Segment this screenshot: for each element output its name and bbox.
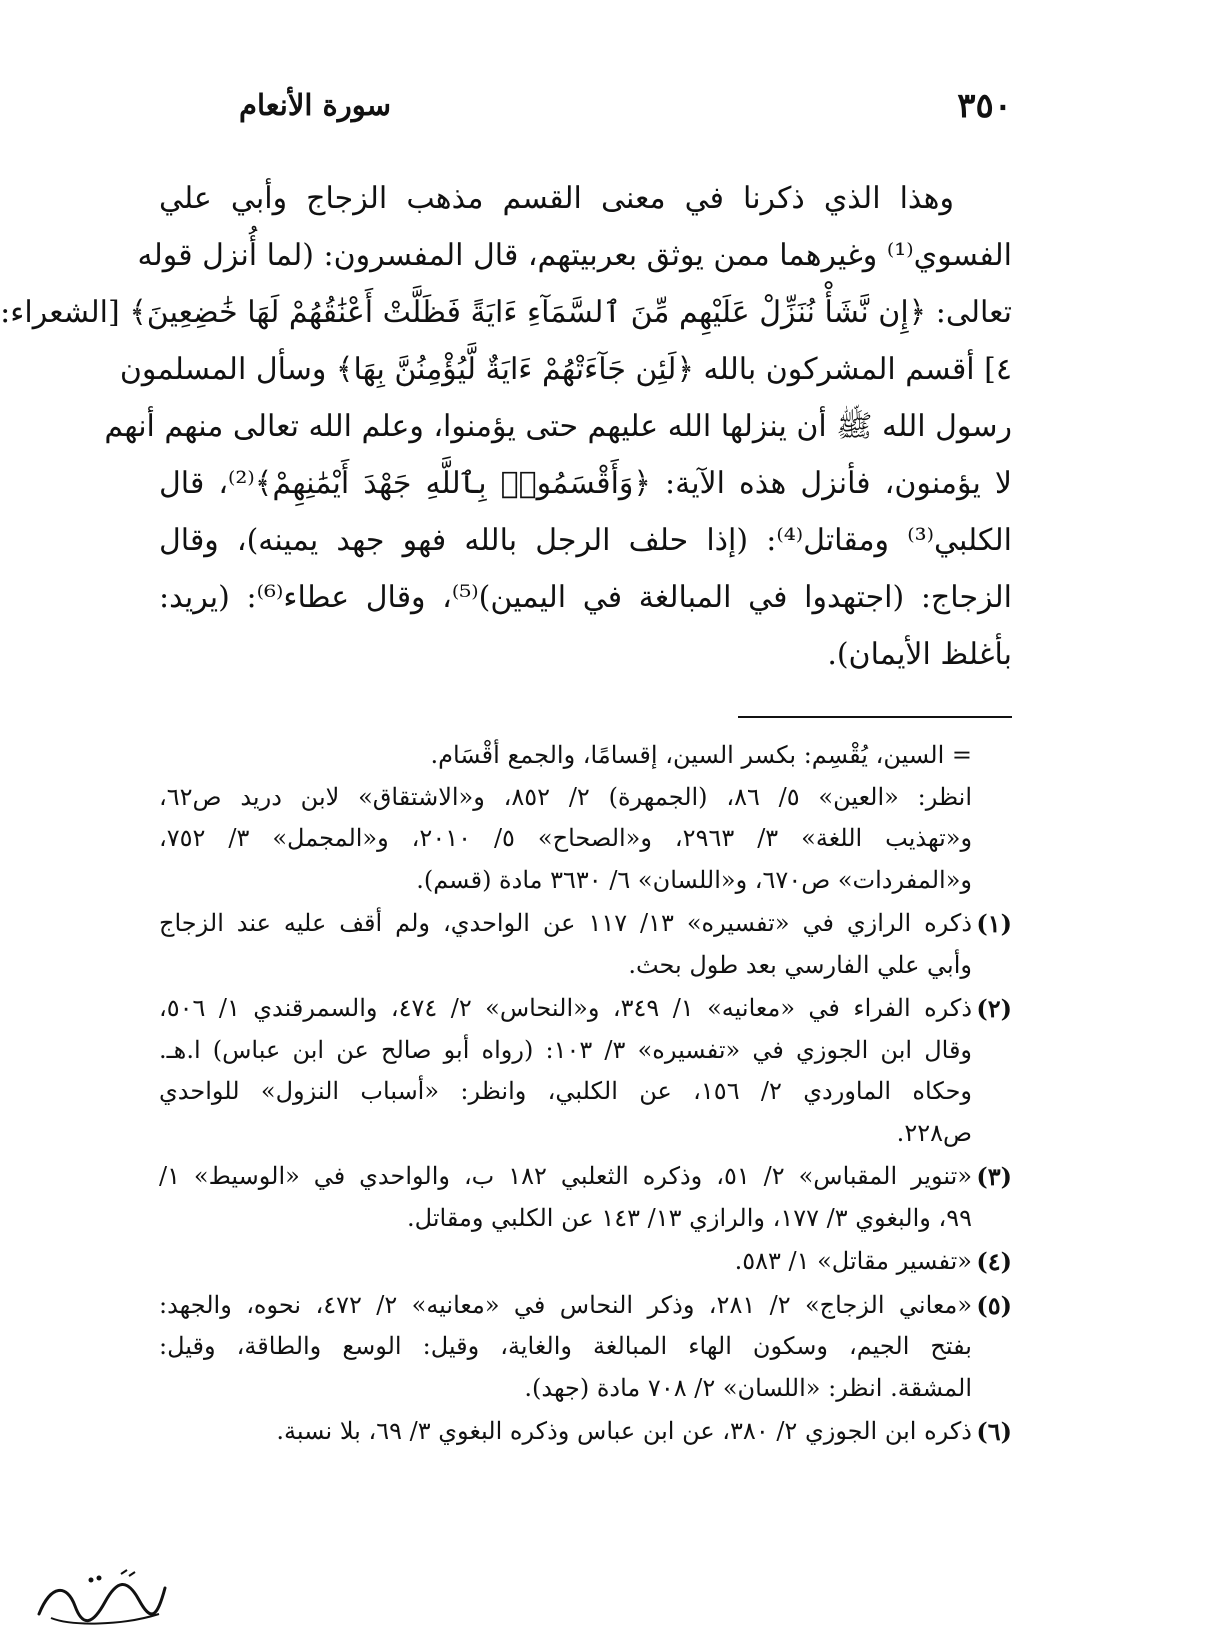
calligraphy-logo bbox=[31, 1566, 171, 1630]
footnote-line: وقال ابن الجوزي في «تفسيره» ٣/ ١٠٣: (رواه أبو صالح عن ابن عباس) ا.هـ. bbox=[159, 1035, 973, 1064]
footnote-number: (٢) bbox=[976, 994, 1012, 1023]
footnote-number: (٣) bbox=[976, 1162, 1012, 1191]
footnote-line: وحكاه الماوردي ٢/ ١٥٦، عن الكلبي، وانظر: «أسباب النزول» للواحدي bbox=[159, 1077, 972, 1105]
footnote-number: (٥) bbox=[976, 1290, 1012, 1320]
footnote-continuation bbox=[159, 735, 972, 901]
page-header bbox=[239, 82, 1012, 132]
footnote-number: (٦) bbox=[976, 1417, 1012, 1446]
text-line: الزجاج: (اجتهدوا في المبالغة في اليمين)⁽⁵⁾، وقال عطاء⁽⁶⁾: (يريد: bbox=[159, 580, 1013, 615]
text-line: تعالى: ﴿إِن نَّشَأْ نُنَزِّلْ عَلَيْهِم مِّنَ ٱلسَّمَآءِ ءَايَةً فَظَلَّتْ أَعْنَٰقُهُمْ لَهَا خَٰضِعِينَ﴾ [الشعراء: bbox=[0, 295, 1012, 330]
footnote-line: ٩٩، والبغوي ٣/ ١٧٧، والرازي ١٣/ ١٤٣ عن الكلبي ومقاتل. bbox=[407, 1203, 972, 1232]
footnote-2 bbox=[159, 988, 1012, 1154]
text-line: وهذا الذي ذكرنا في معنى القسم مذهب الزجاج وأبي علي bbox=[159, 181, 954, 216]
footnote-line: انظر: «العين» ٥/ ٨٦، (الجمهرة) ٢/ ٨٥٢، و«الاشتقاق» لابن دريد ص٦٢، bbox=[159, 782, 972, 811]
text-line: الفسوي⁽¹⁾ وغيرهما ممن يوثق بعربيتهم، قال المفسرون: (لما أُنزل قوله bbox=[137, 238, 1012, 273]
footnote-line: المشقة. انظر: «اللسان» ٢/ ٧٠٨ مادة (جهد). bbox=[524, 1373, 972, 1402]
footnote-1 bbox=[159, 903, 1012, 986]
text-line: ٤] أقسم المشركون بالله ﴿لَئِن جَآءَتْهُمْ ءَايَةٌ لَّيُؤْمِنُنَّ بِهَا﴾ وسأل المسلمون bbox=[119, 352, 1012, 387]
footnote-number: (٤) bbox=[976, 1247, 1012, 1276]
footnote-line: و«تهذيب اللغة» ٣/ ٢٩٦٣، و«الصحاح» ٥/ ٢٠١٠، و«المجمل» ٣/ ٧٥٢، bbox=[159, 824, 973, 852]
text-line: لا يؤمنون، فأنزل هذه الآية: ﴿وَأَقْسَمُوا۟ بِٱللَّهِ جَهْدَ أَيْمَٰنِهِمْ﴾⁽²⁾، قال bbox=[159, 466, 1012, 501]
footnote-line: وأبي علي الفارسي بعد طول بحث. bbox=[628, 950, 972, 979]
footnote-line: ص٢٢٨. bbox=[896, 1118, 972, 1147]
footnote-separator bbox=[738, 716, 1012, 718]
footnote-line: «تفسير مقاتل» ١/ ٥٨٣. bbox=[734, 1247, 972, 1275]
footnote-line: بفتح الجيم، وسكون الهاء المبالغة والغاية، وقيل: الوسع والطاقة، وقيل: bbox=[159, 1332, 972, 1360]
footnote-5 bbox=[159, 1285, 1012, 1410]
footnote-line: «تنوير المقباس» ٢/ ٥١، وذكره الثعلبي ١٨٢ ب، والواحدي في «الوسيط» ١/ bbox=[159, 1162, 973, 1190]
footnote-line: «معاني الزجاج» ٢/ ٢٨١، وذكر النحاس في «معانيه» ٢/ ٤٧٢، نحوه، والجهد: bbox=[159, 1290, 972, 1319]
text-line: رسول الله ﷺ أن ينزلها الله عليهم حتى يؤمنوا، وعلم الله تعالى منهم أنهم bbox=[104, 409, 1012, 444]
footnote-line: = السين، يُقْسِم: بكسر السين، إقسامًا، والجمع أقْسَام. bbox=[430, 741, 972, 769]
footnote-number: (١) bbox=[976, 909, 1012, 938]
footnote-line: ذكره ابن الجوزي ٢/ ٣٨٠، عن ابن عباس وذكره البغوي ٣/ ٦٩، بلا نسبة. bbox=[276, 1417, 972, 1445]
footnotes bbox=[159, 735, 1012, 1453]
main-text bbox=[0, 170, 1013, 683]
footnote-line: ذكره الرازي في «تفسيره» ١٣/ ١١٧ عن الواحدي، ولم أقف عليه عند الزجاج bbox=[159, 909, 973, 937]
page-number: ٣٥٠ bbox=[957, 86, 1012, 126]
footnote-line: و«المفردات» ص٦٧٠، و«اللسان» ٦/ ٣٦٣٠ مادة (قسم). bbox=[416, 865, 972, 894]
footnote-3 bbox=[159, 1156, 1012, 1239]
footnote-6 bbox=[159, 1411, 1012, 1453]
surah-title: سورة الأنعام bbox=[239, 88, 392, 122]
text-line: الكلبي⁽³⁾ ومقاتل⁽⁴⁾: (إذا حلف الرجل بالله فهو جهد يمينه)، وقال bbox=[159, 523, 1012, 558]
footnote-4 bbox=[159, 1241, 1012, 1283]
text-line: بأغلظ الأيمان). bbox=[827, 637, 1012, 672]
main-paragraph bbox=[0, 170, 1013, 683]
footnote-line: ذكره الفراء في «معانيه» ١/ ٣٤٩، و«النحاس» ٢/ ٤٧٤، والسمرقندي ١/ ٥٠٦، bbox=[159, 994, 972, 1022]
